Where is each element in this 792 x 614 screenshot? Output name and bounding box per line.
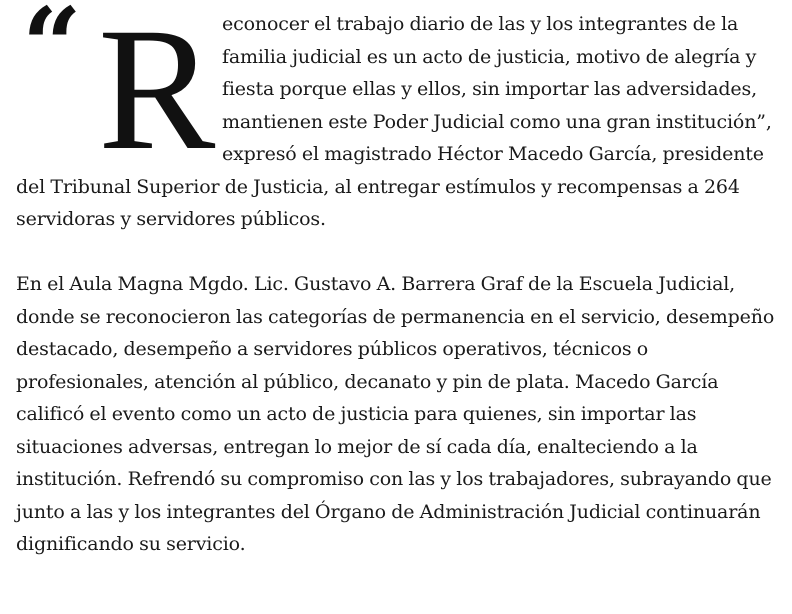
body-paragraph: En el Aula Magna Mgdo. Lic. Gustavo A. Barrera Graf de la Escuela Judicial, donde se reconocieron las categorías de permanencia en el servicio, desempeño destacado, desempeño a servidores públicos operativos, técnicos o profesionales, atención al público, decanato y pin de plata. Macedo García calificó el evento como un acto de justicia para quienes, sin importar las situaciones adversas, entregan lo mejor de sí cada día, enalteciendo a la institución. Refrendó su compromiso con las y los trabajadores, subrayando que junto a las y los integrantes del Órgano de Administración Judicial continuarán dignificando su servicio.	[16, 273, 775, 555]
drop-cap	[22, 0, 216, 187]
lead-paragraph	[16, 0, 780, 236]
article-body	[16, 0, 780, 561]
drop-cap-letter: R	[98, 0, 216, 187]
lead-paragraph-text: econocer el trabajo diario de las y los integrantes de la familia judicial es un acto de justicia, motivo de alegría y fiesta porque ellas y ellos, sin importar las adversidades, mantienen este Poder Judicial como una gran institución”, expresó el magistrado Héctor Macedo García, presidente del Tribunal Superior de Justicia, al entregar estímulos y recompensas a 264 servidoras y servidores públicos.	[16, 13, 772, 230]
opening-quote-mark: “	[22, 0, 82, 107]
